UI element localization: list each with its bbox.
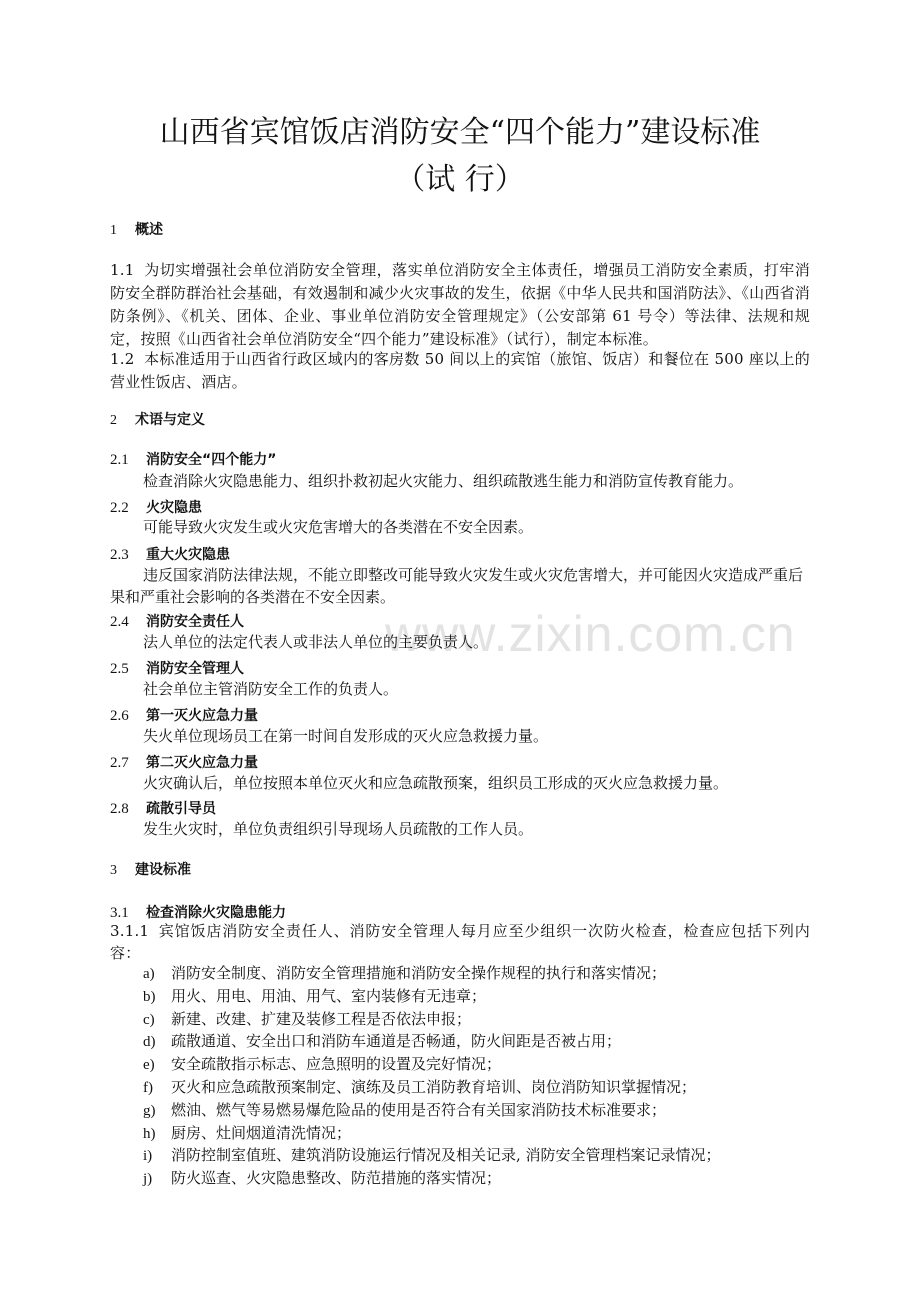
term-number: 2.1 <box>110 452 129 468</box>
list-item <box>143 1008 721 1031</box>
list-marker: h) <box>143 1125 156 1142</box>
term-name: 消防安全“四个能力” <box>146 452 277 468</box>
list-marker: e) <box>143 1057 155 1074</box>
term-number: 2.2 <box>110 500 129 516</box>
term-name: 第一灭火应急力量 <box>146 708 258 724</box>
term-definition: 可能导致火灾发生或火灾危害增大的各类潜在不安全因素。 <box>143 518 534 536</box>
section-number: 1 <box>110 223 117 238</box>
term-number: 2.6 <box>110 708 129 724</box>
section-title: 术语与定义 <box>135 412 205 428</box>
list-item-text: 消防安全制度、消防安全管理措施和消防安全操作规程的执行和落实情况； <box>171 964 667 982</box>
term-name: 第二灭火应急力量 <box>146 755 258 771</box>
term-definition: 发生火灾时，单位负责组织引导现场人员疏散的工作人员。 <box>143 820 534 838</box>
term-definition: 违反国家消防法律法规，不能立即整改可能导致火灾发生或火灾危害增大，并可能因火灾造成严重后果和严重社会影响的各类潜在不安全因素。 <box>110 566 804 606</box>
list-item-text: 疏散通道、安全出口和消防车通道是否畅通，防火间距是否被占用； <box>171 1032 622 1051</box>
inspection-checklist <box>143 962 721 1190</box>
paragraph-1-1 <box>110 259 810 351</box>
term-heading <box>110 751 258 774</box>
term-name: 重大火灾隐患 <box>146 547 230 563</box>
term-number: 2.8 <box>110 801 129 817</box>
term-heading <box>110 704 258 727</box>
list-item <box>143 985 721 1008</box>
term-definition: 社会单位主管消防安全工作的负责人。 <box>143 680 399 698</box>
document-title: 山西省宾馆饭店消防安全“四个能力”建设标准 <box>159 115 761 150</box>
subsection-title: 检查消除火灾隐患能力 <box>146 905 286 921</box>
term-name: 消防安全管理人 <box>146 661 244 677</box>
paragraph-number: 1.2 <box>110 350 135 368</box>
list-item-text: 防火巡查、火灾隐患整改、防范措施的落实情况； <box>171 1169 502 1188</box>
term-name: 疏散引导员 <box>146 801 216 817</box>
term-number: 2.4 <box>110 614 129 630</box>
list-item-text: 厨房、灶间烟道清洗情况； <box>171 1123 352 1142</box>
paragraph-text: 本标准适用于山西省行政区域内的客房数 50 间以上的宾馆（旅馆、饭店）和餐位在 500 座以上的营业性饭店、酒店。 <box>110 350 810 391</box>
section-heading-2 <box>110 410 205 431</box>
list-item <box>143 1167 721 1190</box>
list-item-text: 安全疏散指示标志、应急照明的设置及完好情况； <box>171 1055 502 1074</box>
list-item-text: 新建、改建、扩建及装修工程是否依法申报； <box>171 1009 472 1028</box>
paragraph-number: 3.1.1 <box>110 922 150 940</box>
list-item-text: 消防控制室值班、建筑消防设施运行情况及相关记录, 消防安全管理档案记录情况； <box>171 1146 721 1165</box>
list-item-text: 燃油、燃气等易燃易爆危险品的使用是否符合有关国家消防技术标准要求； <box>171 1100 667 1119</box>
section-heading-1 <box>110 220 163 241</box>
term-definition: 火灾确认后，单位按照本单位灭火和应急疏散预案，组织员工形成的灭火应急救援力量。 <box>143 774 729 792</box>
term-heading <box>110 610 244 633</box>
list-marker: j) <box>143 1171 153 1188</box>
list-item <box>143 962 721 985</box>
term-definition: 法人单位的法定代表人或非法人单位的主要负责人。 <box>143 633 489 651</box>
list-marker: g) <box>143 1102 156 1119</box>
section-number: 2 <box>110 413 117 428</box>
subsection-number: 3.1 <box>110 905 129 921</box>
term-heading <box>110 448 276 471</box>
term-number: 2.7 <box>110 755 129 771</box>
section-title: 概述 <box>135 222 163 238</box>
paragraph-text: 为切实增强社会单位消防安全管理，落实单位消防安全主体责任，增强员工消防安全素质，打牢消防安全群防群治社会基础，有效遏制和减少火灾事故的发生，依据《中华人民共和国消防法》、《山西省消防条例》、《机关、团体、企业、事业单位消防安全管理规定》（公安部第 61 号令）等法律、法规和规定，按照《山西省社会单位消防安全“四个能力”建设标准》（试行），制定本标准。 <box>110 261 810 348</box>
list-item-text: 灭火和应急疏散预案制定、演练及员工消防教育培训、岗位消防知识掌握情况； <box>171 1077 697 1096</box>
document-subtitle: （试 行） <box>395 162 525 197</box>
term-heading <box>110 543 230 566</box>
list-marker: i) <box>143 1148 153 1165</box>
list-marker: a) <box>143 966 155 982</box>
term-name: 消防安全责任人 <box>146 614 244 630</box>
section-heading-3 <box>110 860 191 881</box>
paragraph-text: 宾馆饭店消防安全责任人、消防安全管理人每月应至少组织一次防火检查，检查应包括下列内容： <box>110 922 810 962</box>
list-item <box>143 1053 721 1076</box>
term-number: 2.5 <box>110 661 129 677</box>
term-heading <box>110 797 216 820</box>
term-name: 火灾隐患 <box>146 500 202 516</box>
term-definition: 失火单位现场员工在第一时间自发形成的灭火应急救援力量。 <box>143 727 549 745</box>
list-marker: d) <box>143 1034 156 1051</box>
list-item <box>143 1122 721 1145</box>
list-marker: c) <box>143 1011 155 1028</box>
paragraph-1-2 <box>110 348 810 394</box>
list-marker: f) <box>143 1079 153 1096</box>
watermark: www.zixin.com.cn <box>385 606 796 662</box>
list-item <box>143 1030 721 1053</box>
section-number: 3 <box>110 863 117 878</box>
term-definition: 检查消除火灾隐患能力、组织扑救初起火灾能力、组织疏散逃生能力和消防宣传教育能力。 <box>143 472 744 490</box>
section-title: 建设标准 <box>135 862 191 878</box>
list-item-text: 用火、用电、用油、用气、室内装修有无违章； <box>171 986 487 1005</box>
paragraph-3-1-1 <box>110 920 810 964</box>
term-number: 2.3 <box>110 547 129 563</box>
paragraph-number: 1.1 <box>110 261 135 279</box>
list-marker: b) <box>143 988 156 1005</box>
list-item <box>143 1076 721 1099</box>
term-heading <box>110 657 244 680</box>
list-item <box>143 1099 721 1122</box>
list-item <box>143 1144 721 1167</box>
